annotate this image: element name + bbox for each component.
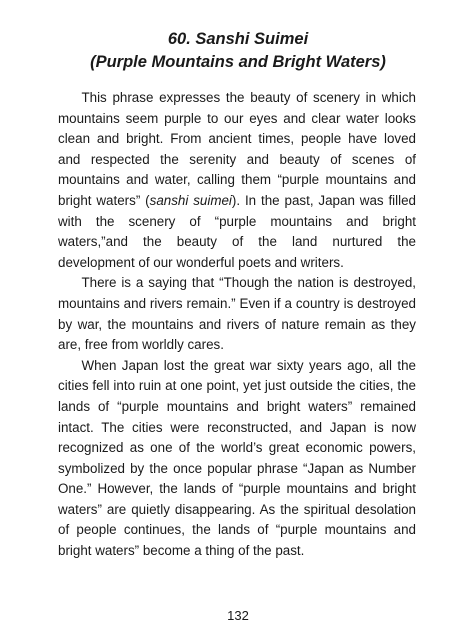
paragraph-3: When Japan lost the great war sixty years ago, all the cities fell into ruin at one point, yet just outside the cities, the lands of “purple mountains and bright waters” remained intact. The cities were reconstructed, and Japan is now recognized as one of the world’s great economic powers, symbolized by the once popular phrase “Japan as Number One.” However, the lands of “purple mountains and bright waters” are quietly disappearing. As the spiritual desolation of people continues, the lands of “purple mountains and bright waters” become a thing of the past. <box>58 357 416 559</box>
body-text <box>58 88 416 562</box>
paragraph-1-text-a: This phrase expresses the beauty of scenery in which mountains seem purple to our eyes and clear water looks clean and bright. From ancient times, people have loved and respected the serenity and beauty of scenes of mountains and water, calling them “purple mountains and bright waters” ( <box>58 90 416 208</box>
paragraph-1-text-b: ). In the past, Japan was filled with the scenery of “purple mountains and bright waters,”and the beauty of the land nurtured the development of our wonderful poets and writers. <box>58 192 417 270</box>
paragraph-1 <box>58 88 416 273</box>
section-title: 60. Sanshi Suimei <box>167 30 309 48</box>
paragraph-2: There is a saying that “Though the nation is destroyed, mountains and rivers remain.” Even if a country is destroyed by war, the mountains and rivers of nature remain as they are, free from worldly cares. <box>58 275 416 353</box>
paragraph-1-italic-term: sanshi suimei <box>149 192 232 208</box>
section-subtitle: (Purple Mountains and Bright Waters) <box>90 53 386 71</box>
page-number: 132 <box>227 608 249 623</box>
